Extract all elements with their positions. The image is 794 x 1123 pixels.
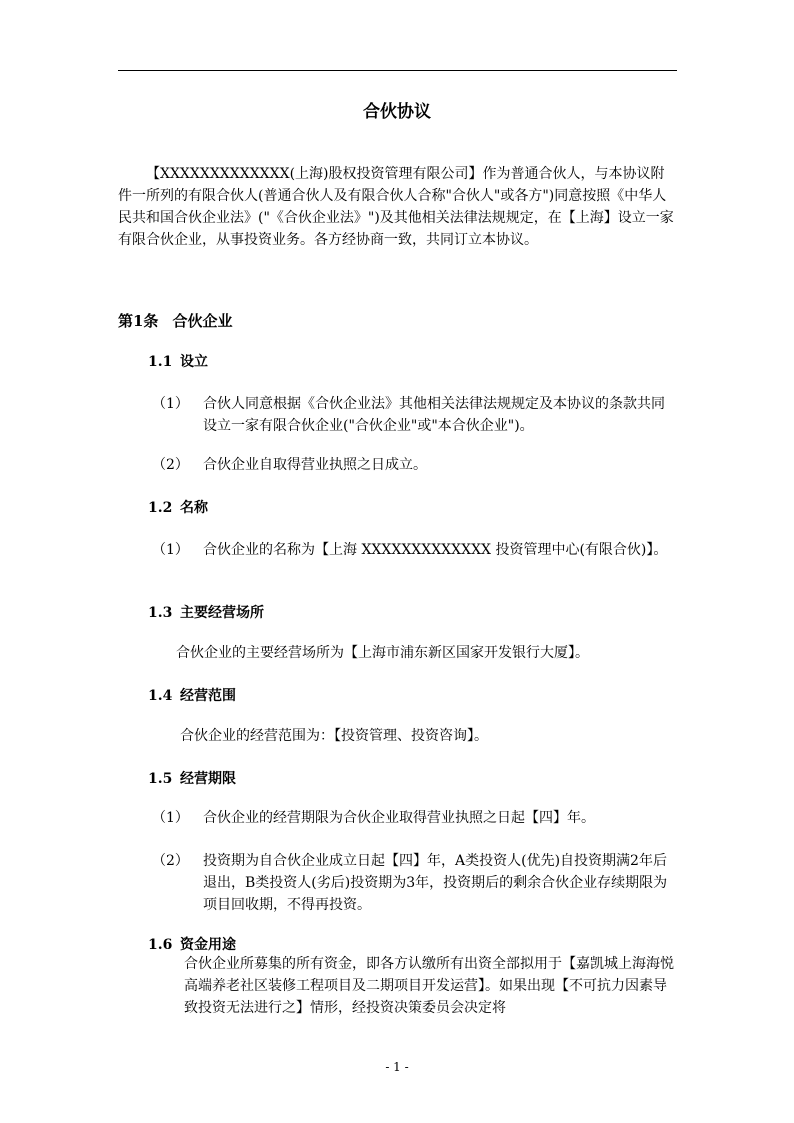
section-1-3-heading [148, 602, 264, 622]
header-rule [118, 70, 677, 71]
section-title: 设立 [180, 354, 208, 370]
item-text: 合伙企业自取得营业执照之日成立。 [203, 457, 427, 473]
section-1-4-heading [148, 685, 236, 705]
item-text: 合伙企业的经营期限为合伙企业取得营业执照之日起【四】年。 [203, 810, 595, 826]
section-1-5-heading [148, 768, 236, 788]
section-1-1-heading [148, 351, 208, 371]
section-title: 名称 [180, 500, 208, 516]
list-item [152, 850, 676, 916]
item-text: 合伙企业的名称为【上海 XXXXXXXXXXXXX 投资管理中心(有限合伙)】。 [203, 542, 668, 558]
item-text: 合伙人同意根据《合伙企业法》其他相关法律法规规定及本协议的条款共同设立一家有限合伙企业("合伙企业"或"本合伙企业")。 [203, 396, 665, 434]
section-number: 1.3 [148, 605, 173, 621]
section-number: 1.4 [148, 688, 173, 704]
section-number: 1.2 [148, 500, 173, 516]
item-marker: （2） [152, 457, 189, 473]
item-marker: （1） [152, 542, 189, 558]
item-marker: （2） [152, 853, 189, 869]
item-marker: （1） [152, 396, 189, 412]
item-text: 投资期为自合伙企业成立日起【四】年，A类投资人(优先)自投资期满2年后退出，B类投资人(劣后)投资期为3年，投资期后的剩余合伙企业存续期限为项目回收期，不得再投资。 [203, 853, 668, 913]
list-item [152, 393, 676, 437]
article-title: 合伙企业 [172, 312, 233, 330]
section-1-3-text: 合伙企业的主要经营场所为【上海市浦东新区国家开发银行大厦】。 [176, 645, 589, 661]
section-number: 1.1 [148, 354, 173, 370]
section-number: 1.6 [148, 937, 173, 953]
page-number: - 1 - [385, 1060, 409, 1074]
section-1-2-heading [148, 497, 208, 517]
item-marker: （1） [152, 810, 189, 826]
list-item [152, 454, 676, 476]
section-title: 资金用途 [180, 937, 236, 953]
section-title: 主要经营场所 [180, 605, 264, 621]
section-title: 经营范围 [180, 688, 236, 704]
intro-paragraph: 【XXXXXXXXXXXXX(上海)股权投资管理有限公司】作为普通合伙人，与本协议附件一所列的有限合伙人(普通合伙人及有限合伙人合称"合伙人"或各方")同意按照《中华人民共和国合伙企业法》("《合伙企业法》")及其他相关法律法规规定，在【上海】设立一家有限合伙企业，从事投资业务。各方经协商一致，共同订立本协议。 [118, 166, 674, 248]
document-title: 合伙协议 [363, 102, 431, 122]
list-item [152, 539, 676, 561]
section-title: 经营期限 [180, 771, 236, 787]
list-item [152, 807, 676, 829]
section-1-4-text: 合伙企业的经营范围为：【投资管理、投资咨询】。 [180, 728, 488, 744]
section-1-6-heading [148, 934, 236, 954]
section-1-6-text: 合伙企业所募集的所有资金，即各方认缴所有出资全部拟用于【嘉凯城上海海悦高端养老社区装修工程项目及二期项目开发运营】。如果出现【不可抗力因素导致投资无法进行之】情形，经投资决策委员会决定将 [184, 956, 674, 1016]
section-number: 1.5 [148, 771, 173, 787]
article-1-heading [118, 310, 232, 331]
article-number: 第1条 [118, 312, 159, 330]
